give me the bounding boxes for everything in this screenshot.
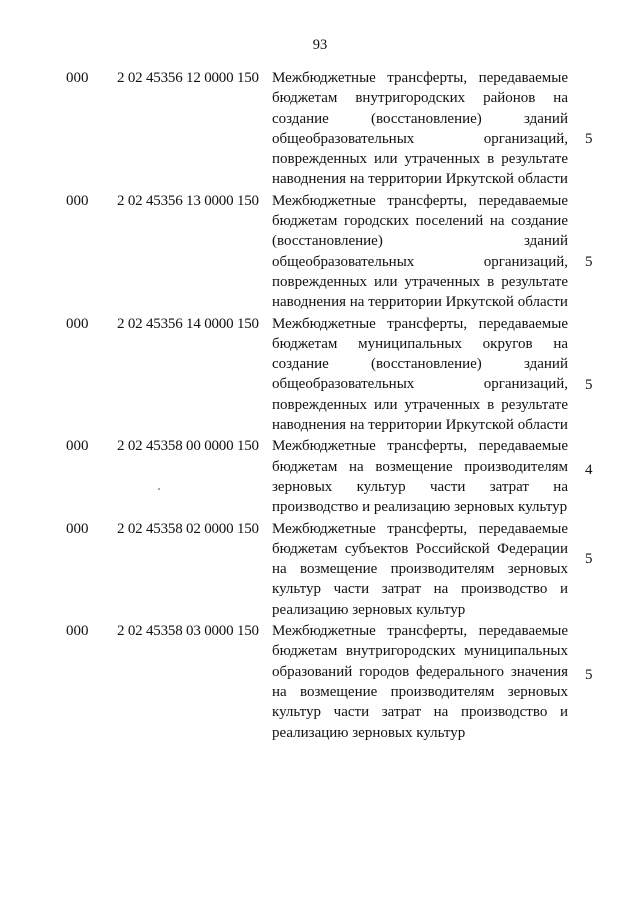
budget-classification-code: 2 02 45358 00 0000 150 bbox=[117, 438, 259, 455]
row-description: Межбюджетные трансферты, передаваемые бюджетам муниципальных округов на создание (восстановление) зданий общеобразовательных организаций, поврежденных или утраченных в результате наводнения на территории Иркутской области bbox=[272, 315, 568, 434]
row-amount: 5 bbox=[585, 131, 593, 147]
budget-classification-code: 2 02 45358 03 0000 150 bbox=[117, 623, 259, 640]
table-row bbox=[0, 436, 640, 517]
admin-code: 000 bbox=[66, 520, 89, 537]
table-row bbox=[0, 314, 640, 436]
row-amount: 5 bbox=[585, 253, 593, 270]
admin-code: 000 bbox=[66, 315, 89, 332]
row-amount: 4 bbox=[585, 462, 593, 479]
admin-code: 000 bbox=[66, 70, 89, 86]
admin-code: 000 bbox=[66, 192, 89, 209]
table-row bbox=[0, 191, 640, 313]
admin-code: 000 bbox=[66, 623, 89, 640]
page-number: 93 bbox=[312, 37, 328, 53]
row-description: Межбюджетные трансферты, передаваемые бюджетам внутригородских районов на создание (восстановление) зданий общеобразовательных организаций, поврежденных или утраченных в результате наводнения на территории Иркутской области bbox=[272, 70, 568, 188]
row-amount: 5 bbox=[585, 376, 593, 393]
table-row bbox=[0, 621, 640, 743]
scan-speck bbox=[158, 488, 160, 490]
row-description: Межбюджетные трансферты, передаваемые бюджетам субъектов Российской Федерации на возмещение производителям зерновых культур части затрат на производство и реализацию зерновых культур bbox=[272, 520, 568, 618]
budget-classification-code: 2 02 45358 02 0000 150 bbox=[117, 520, 259, 537]
budget-classification-code: 2 02 45356 12 0000 150 bbox=[117, 70, 259, 86]
table-row bbox=[0, 68, 640, 190]
row-amount: 5 bbox=[585, 667, 593, 684]
row-description: Межбюджетные трансферты, передаваемые бюджетам на возмещение производителям зерновых культур части затрат на производство и реализацию зерновых культур bbox=[272, 438, 568, 516]
budget-code-table bbox=[0, 68, 640, 743]
row-description: Межбюджетные трансферты, передаваемые бюджетам городских поселений на создание (восстановление) зданий общеобразовательных организаций, поврежденных или утраченных в результате наводнения на территории Иркутской области bbox=[272, 192, 568, 311]
admin-code: 000 bbox=[66, 438, 89, 455]
table-row bbox=[0, 519, 640, 620]
budget-classification-code: 2 02 45356 14 0000 150 bbox=[117, 315, 259, 332]
row-description: Межбюджетные трансферты, передаваемые бюджетам внутригородских муниципальных образований городов федерального значения на возмещение производителям зерновых культур части затрат на производство и реализацию зерновых культур bbox=[272, 623, 568, 741]
budget-classification-code: 2 02 45356 13 0000 150 bbox=[117, 192, 259, 209]
row-amount: 5 bbox=[585, 550, 593, 567]
